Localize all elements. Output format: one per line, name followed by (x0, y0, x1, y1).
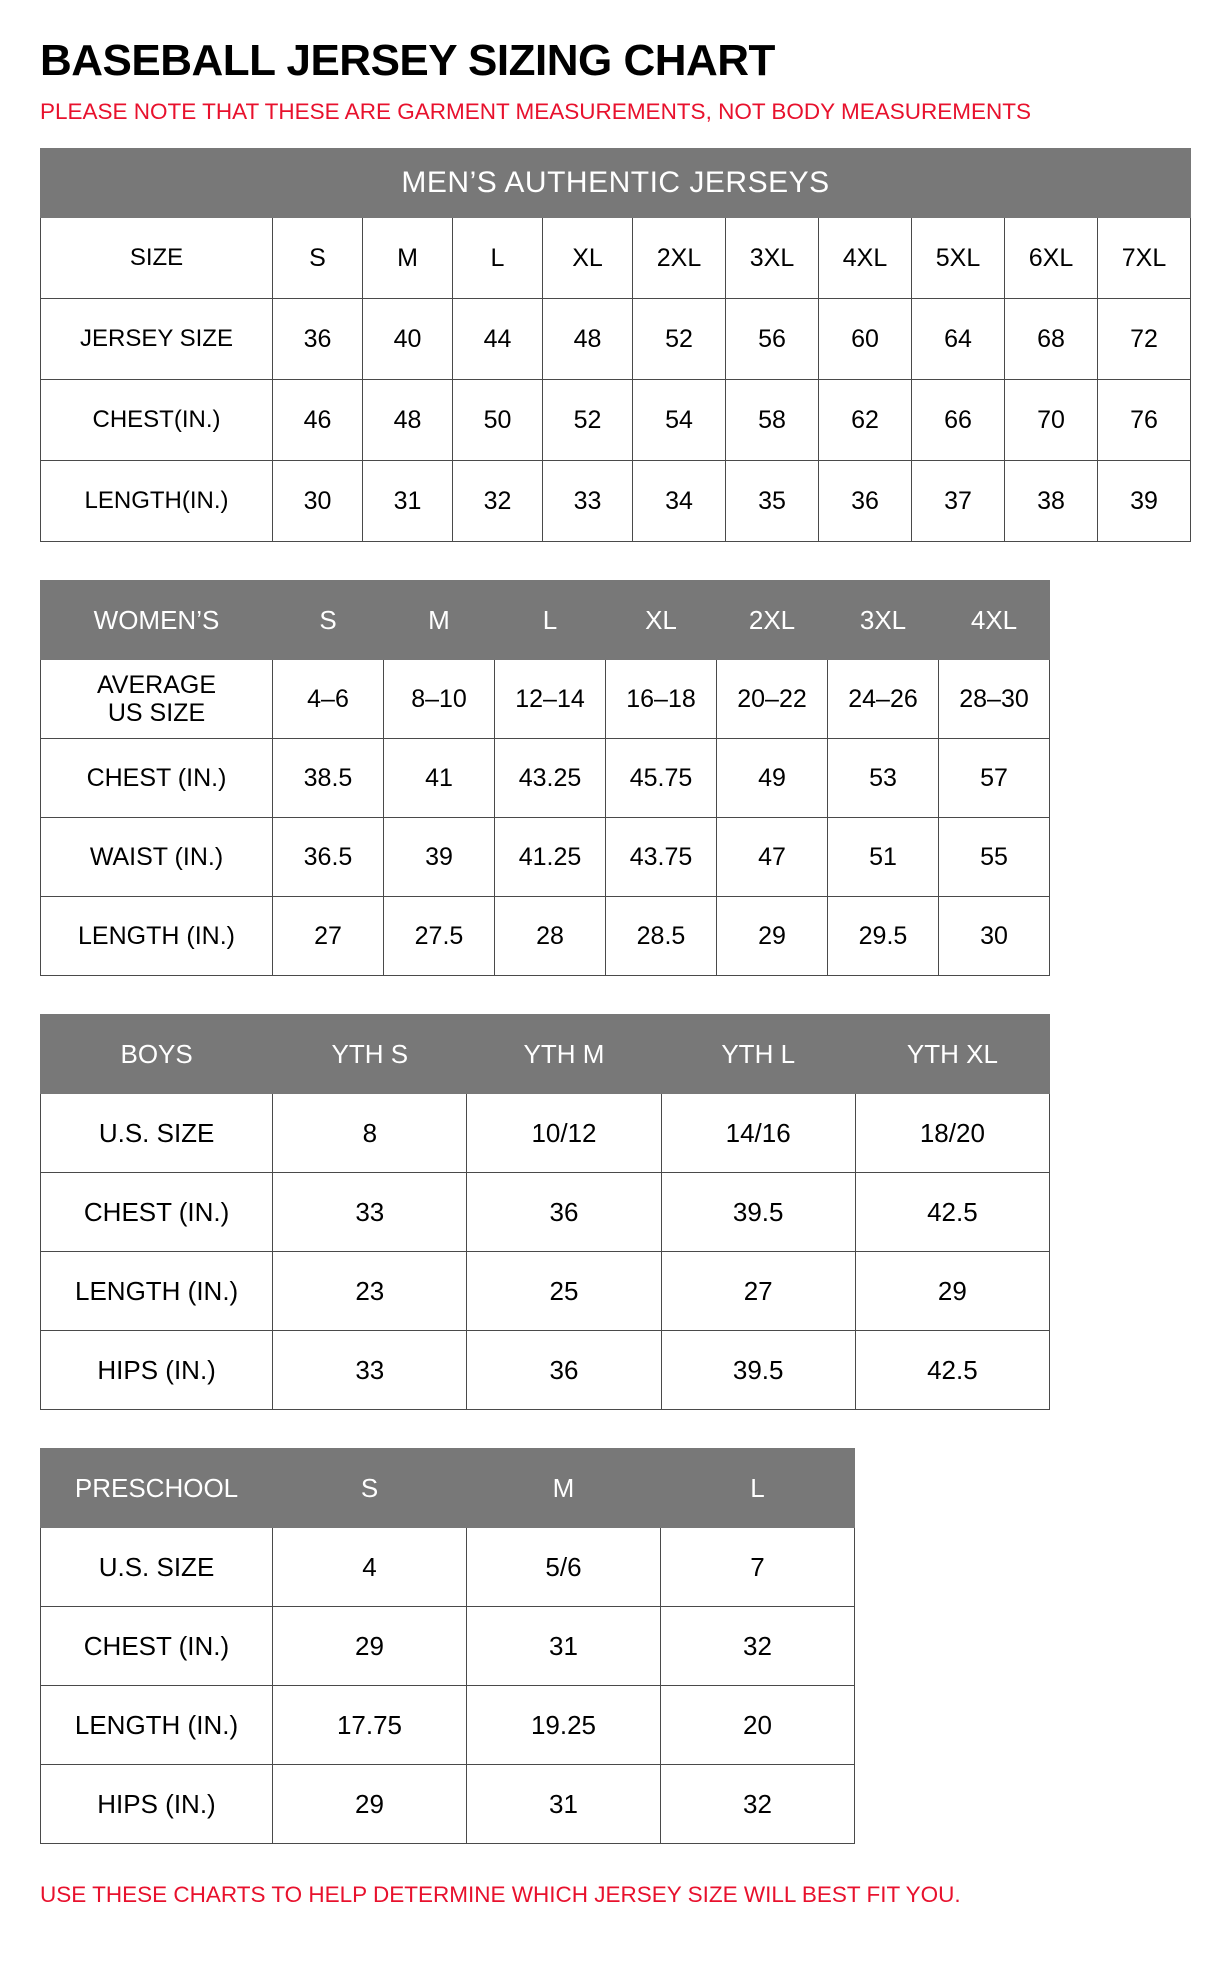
table-cell: 45.75 (606, 739, 717, 818)
table-cell: 7 (661, 1528, 855, 1607)
table-row (41, 818, 1050, 897)
table-cell: 52 (543, 380, 633, 461)
boys-header-row (41, 1015, 1050, 1094)
table-row (41, 1331, 1050, 1410)
table-cell: 28.5 (606, 897, 717, 976)
table-row (41, 1252, 1050, 1331)
mens-size-label: SIZE (41, 218, 273, 299)
table-cell: 17.75 (273, 1686, 467, 1765)
womens-header-row (41, 581, 1050, 660)
table-cell: 41 (384, 739, 495, 818)
preschool-size-m: M (467, 1449, 661, 1528)
table-cell: 31 (363, 461, 453, 542)
table-cell: 66 (912, 380, 1005, 461)
table-cell: 23 (273, 1252, 467, 1331)
mens-banner-label: MEN’S AUTHENTIC JERSEYS (41, 149, 1191, 218)
womens-size-3xl: 3XL (828, 581, 939, 660)
boys-sizing-table (40, 1014, 1050, 1410)
table-cell: 72 (1098, 299, 1191, 380)
table-cell: 30 (273, 461, 363, 542)
table-cell: 48 (543, 299, 633, 380)
table-cell: 29 (717, 897, 828, 976)
table-row (41, 299, 1191, 380)
table-cell: 55 (939, 818, 1050, 897)
table-cell: 39.5 (661, 1331, 855, 1410)
mens-row-label-length: LENGTH(IN.) (41, 461, 273, 542)
mens-size-5xl: 5XL (912, 218, 1005, 299)
table-cell: 68 (1005, 299, 1098, 380)
table-cell: 56 (726, 299, 819, 380)
table-cell: 5/6 (467, 1528, 661, 1607)
table-cell: 28–30 (939, 660, 1050, 739)
preschool-size-l: L (661, 1449, 855, 1528)
table-cell: 36.5 (273, 818, 384, 897)
preschool-row-label-us-size: U.S. SIZE (41, 1528, 273, 1607)
preschool-header-row (41, 1449, 855, 1528)
table-cell: 60 (819, 299, 912, 380)
mens-size-xl: XL (543, 218, 633, 299)
table-cell: 20 (661, 1686, 855, 1765)
table-cell: 16–18 (606, 660, 717, 739)
table-row (41, 1607, 855, 1686)
table-cell: 57 (939, 739, 1050, 818)
table-row (41, 380, 1191, 461)
table-cell: 36 (467, 1331, 661, 1410)
table-cell: 32 (453, 461, 543, 542)
womens-size-2xl: 2XL (717, 581, 828, 660)
womens-size-4xl: 4XL (939, 581, 1050, 660)
table-cell: 29 (273, 1607, 467, 1686)
womens-row-label-line2: US SIZE (107, 699, 206, 728)
table-cell: 12–14 (495, 660, 606, 739)
table-cell: 33 (273, 1173, 467, 1252)
mens-size-6xl: 6XL (1005, 218, 1098, 299)
table-cell: 35 (726, 461, 819, 542)
table-cell: 42.5 (855, 1331, 1049, 1410)
table-cell: 24–26 (828, 660, 939, 739)
boys-row-label-length: LENGTH (IN.) (41, 1252, 273, 1331)
table-cell: 32 (661, 1607, 855, 1686)
table-cell: 40 (363, 299, 453, 380)
womens-size-xl: XL (606, 581, 717, 660)
table-cell: 62 (819, 380, 912, 461)
mens-row-label-chest: CHEST(IN.) (41, 380, 273, 461)
mens-row-label-jersey-size: JERSEY SIZE (41, 299, 273, 380)
womens-title: WOMEN’S (41, 581, 273, 660)
table-cell: 38 (1005, 461, 1098, 542)
boys-size-yth-m: YTH M (467, 1015, 661, 1094)
boys-title: BOYS (41, 1015, 273, 1094)
mens-size-2xl: 2XL (633, 218, 726, 299)
table-cell: 8–10 (384, 660, 495, 739)
table-row (41, 1528, 855, 1607)
mens-size-3xl: 3XL (726, 218, 819, 299)
mens-sizing-table (40, 148, 1191, 542)
table-cell: 29 (855, 1252, 1049, 1331)
table-cell: 20–22 (717, 660, 828, 739)
table-cell: 49 (717, 739, 828, 818)
mens-size-m: M (363, 218, 453, 299)
table-cell: 25 (467, 1252, 661, 1331)
table-cell: 4 (273, 1528, 467, 1607)
table-cell: 38.5 (273, 739, 384, 818)
womens-size-s: S (273, 581, 384, 660)
womens-row-label-waist: WAIST (IN.) (41, 818, 273, 897)
table-cell: 14/16 (661, 1094, 855, 1173)
boys-row-label-chest: CHEST (IN.) (41, 1173, 273, 1252)
womens-row-label-line1: AVERAGE (96, 671, 217, 700)
preschool-row-label-chest: CHEST (IN.) (41, 1607, 273, 1686)
womens-row-label-chest: CHEST (IN.) (41, 739, 273, 818)
table-cell: 41.25 (495, 818, 606, 897)
table-cell: 42.5 (855, 1173, 1049, 1252)
table-cell: 58 (726, 380, 819, 461)
table-cell: 43.25 (495, 739, 606, 818)
table-cell: 31 (467, 1607, 661, 1686)
table-cell: 31 (467, 1765, 661, 1844)
preschool-row-label-length: LENGTH (IN.) (41, 1686, 273, 1765)
mens-banner-row (41, 149, 1191, 218)
table-cell: 64 (912, 299, 1005, 380)
table-cell: 54 (633, 380, 726, 461)
measurement-disclaimer: PLEASE NOTE THAT THESE ARE GARMENT MEASUREMENTS, NOT BODY MEASUREMENTS (40, 99, 1032, 125)
preschool-title: PRESCHOOL (41, 1449, 273, 1528)
mens-size-l: L (453, 218, 543, 299)
table-cell: 39.5 (661, 1173, 855, 1252)
table-cell: 19.25 (467, 1686, 661, 1765)
womens-size-m: M (384, 581, 495, 660)
table-cell: 27 (661, 1252, 855, 1331)
table-cell: 51 (828, 818, 939, 897)
womens-row-label-length: LENGTH (IN.) (41, 897, 273, 976)
table-cell: 33 (543, 461, 633, 542)
table-cell: 33 (273, 1331, 467, 1410)
table-cell: 36 (273, 299, 363, 380)
table-cell: 52 (633, 299, 726, 380)
table-row (41, 660, 1050, 739)
table-row (41, 461, 1191, 542)
table-cell: 44 (453, 299, 543, 380)
table-row (41, 1765, 855, 1844)
boys-size-yth-s: YTH S (273, 1015, 467, 1094)
mens-size-header-row (41, 218, 1191, 299)
table-cell: 46 (273, 380, 363, 461)
mens-size-7xl: 7XL (1098, 218, 1191, 299)
table-cell: 39 (1098, 461, 1191, 542)
boys-size-yth-xl: YTH XL (855, 1015, 1049, 1094)
table-cell: 29.5 (828, 897, 939, 976)
boys-row-label-hips: HIPS (IN.) (41, 1331, 273, 1410)
table-cell: 28 (495, 897, 606, 976)
boys-row-label-us-size: U.S. SIZE (41, 1094, 273, 1173)
table-cell: 76 (1098, 380, 1191, 461)
table-row (41, 1173, 1050, 1252)
mens-size-4xl: 4XL (819, 218, 912, 299)
womens-sizing-table (40, 580, 1050, 976)
table-cell: 48 (363, 380, 453, 461)
table-cell: 39 (384, 818, 495, 897)
table-cell: 29 (273, 1765, 467, 1844)
table-cell: 27 (273, 897, 384, 976)
page-title: BASEBALL JERSEY SIZING CHART (40, 36, 775, 85)
table-cell: 36 (819, 461, 912, 542)
table-cell: 37 (912, 461, 1005, 542)
table-cell: 43.75 (606, 818, 717, 897)
table-cell: 30 (939, 897, 1050, 976)
preschool-size-s: S (273, 1449, 467, 1528)
table-cell: 32 (661, 1765, 855, 1844)
table-cell: 36 (467, 1173, 661, 1252)
table-cell: 70 (1005, 380, 1098, 461)
preschool-row-label-hips: HIPS (IN.) (41, 1765, 273, 1844)
table-cell: 4–6 (273, 660, 384, 739)
table-cell: 47 (717, 818, 828, 897)
table-row (41, 897, 1050, 976)
table-cell: 27.5 (384, 897, 495, 976)
womens-row-label-average-us-size (41, 660, 273, 739)
boys-size-yth-l: YTH L (661, 1015, 855, 1094)
table-cell: 50 (453, 380, 543, 461)
table-cell: 34 (633, 461, 726, 542)
preschool-sizing-table (40, 1448, 855, 1844)
table-cell: 8 (273, 1094, 467, 1173)
footer-note: USE THESE CHARTS TO HELP DETERMINE WHICH JERSEY SIZE WILL BEST FIT YOU. (40, 1882, 961, 1908)
mens-size-s: S (273, 218, 363, 299)
table-row (41, 1686, 855, 1765)
table-cell: 10/12 (467, 1094, 661, 1173)
womens-size-l: L (495, 581, 606, 660)
table-cell: 18/20 (855, 1094, 1049, 1173)
table-row (41, 1094, 1050, 1173)
table-row (41, 739, 1050, 818)
table-cell: 53 (828, 739, 939, 818)
